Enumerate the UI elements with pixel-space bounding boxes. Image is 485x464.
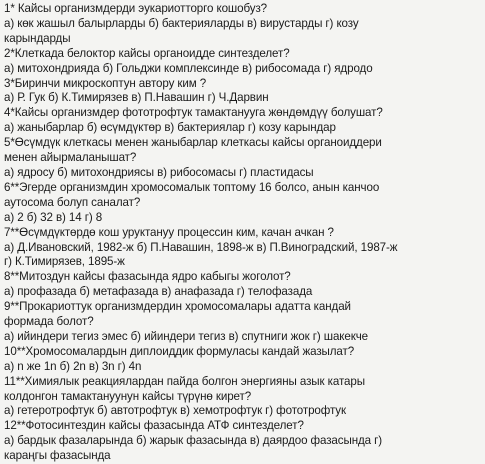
question-9-options: а) ийиндери тегиз эмес б) ийиндери тегиз в) спутниги жок г) шакекче [4, 329, 369, 343]
question-4-options: а) жаныбарлар б) өсүмдүктөр в) бактериялар г) козу карындар [4, 121, 336, 135]
question-11-text-cont: колдонгон тамактануунун кайсы түрүнө кирет? [4, 389, 252, 403]
question-6-options: а) 2 б) 32 в) 14 г) 8 [4, 210, 103, 224]
question-4-text: 4*Кайсы организмдер фототрофтук тамактанууга жөндөмдүү болушат? [4, 106, 383, 120]
question-11-text: 11**Химиялык реакциялардан пайда болгон энергияны азык катары [4, 374, 365, 388]
question-3-text: 3*Биринчи микроскоптун автору ким ? [4, 76, 207, 90]
question-7-options-cont: г) К.Тимирязев, 1895-ж [4, 255, 125, 269]
question-9-text-cont: формада болот? [4, 315, 94, 329]
question-2-options: а) митохондрияда б) Гольджи комплексинде в) рибосомада г) ядродо [4, 61, 373, 75]
question-5-text: 5*Өсүмдүк клеткасы менен жаныбарлар клеткасы кайсы органоиддери [4, 136, 382, 150]
question-10-options: а) n же 1n б) 2n в) 3n г) 4n [4, 359, 142, 373]
question-12-text: 12**Фотосинтездин кайсы фазасында АТФ синтезделет? [4, 419, 304, 433]
question-5-options: а) ядросу б) митохондриясы в) рибосомасы г) пластидасы [4, 165, 314, 179]
question-10-text: 10**Хромосомалардын диплоиддик формуласы кандай жазылат? [4, 344, 355, 358]
question-6-text: 6**Эгерде организмдин хромосомалык топтому 16 болсо, анын канчоо [4, 180, 380, 194]
question-3-options: а) Р. Гук б) К.Тимирязев в) П.Навашин г) Ч.Дарвин [4, 91, 269, 105]
question-5-text-cont: менен айырмаланышат? [4, 151, 137, 165]
question-7-text: 7**Өсүмдүктөрдө кош уруктануу процессин ким, качан ачкан ? [4, 225, 334, 239]
question-6-text-cont: аутосома болуп саналат? [4, 195, 141, 209]
question-8-options: а) профазада б) метафазада в) анафазада г) телофазада [4, 285, 313, 299]
question-8-text: 8**Митоздун кайсы фазасында ядро кабыгы жоголот? [4, 270, 291, 284]
question-1-text: 1* Кайсы организмдерди эукариотторго кошобуз? [4, 2, 268, 15]
question-1-options: а) көк жашыл балырларды б) бактерияларды в) вирустарды г) козу [4, 16, 359, 30]
question-9-text: 9**Прокариоттук организмдердин хромосомалары адатта кандай [4, 300, 351, 314]
question-2-text: 2*Клеткада белоктор кайсы органоидде синтезделет? [4, 46, 290, 60]
question-11-options: а) гетеротрофтук б) автотрофтук в) хемотрофтук г) фототрофтук [4, 404, 346, 418]
question-1-options-cont: карындарды [4, 31, 71, 45]
question-12-options-cont: караңгы фазасында [4, 449, 111, 463]
question-12-options: а) бардык фазаларында б) жарык фазасында в) даярдоо фазасында г) [4, 434, 383, 448]
question-7-options: а) Д.Ивановский, 1982-ж б) П.Навашин, 1898-ж в) П.Виноградский, 1987-ж [4, 240, 398, 254]
